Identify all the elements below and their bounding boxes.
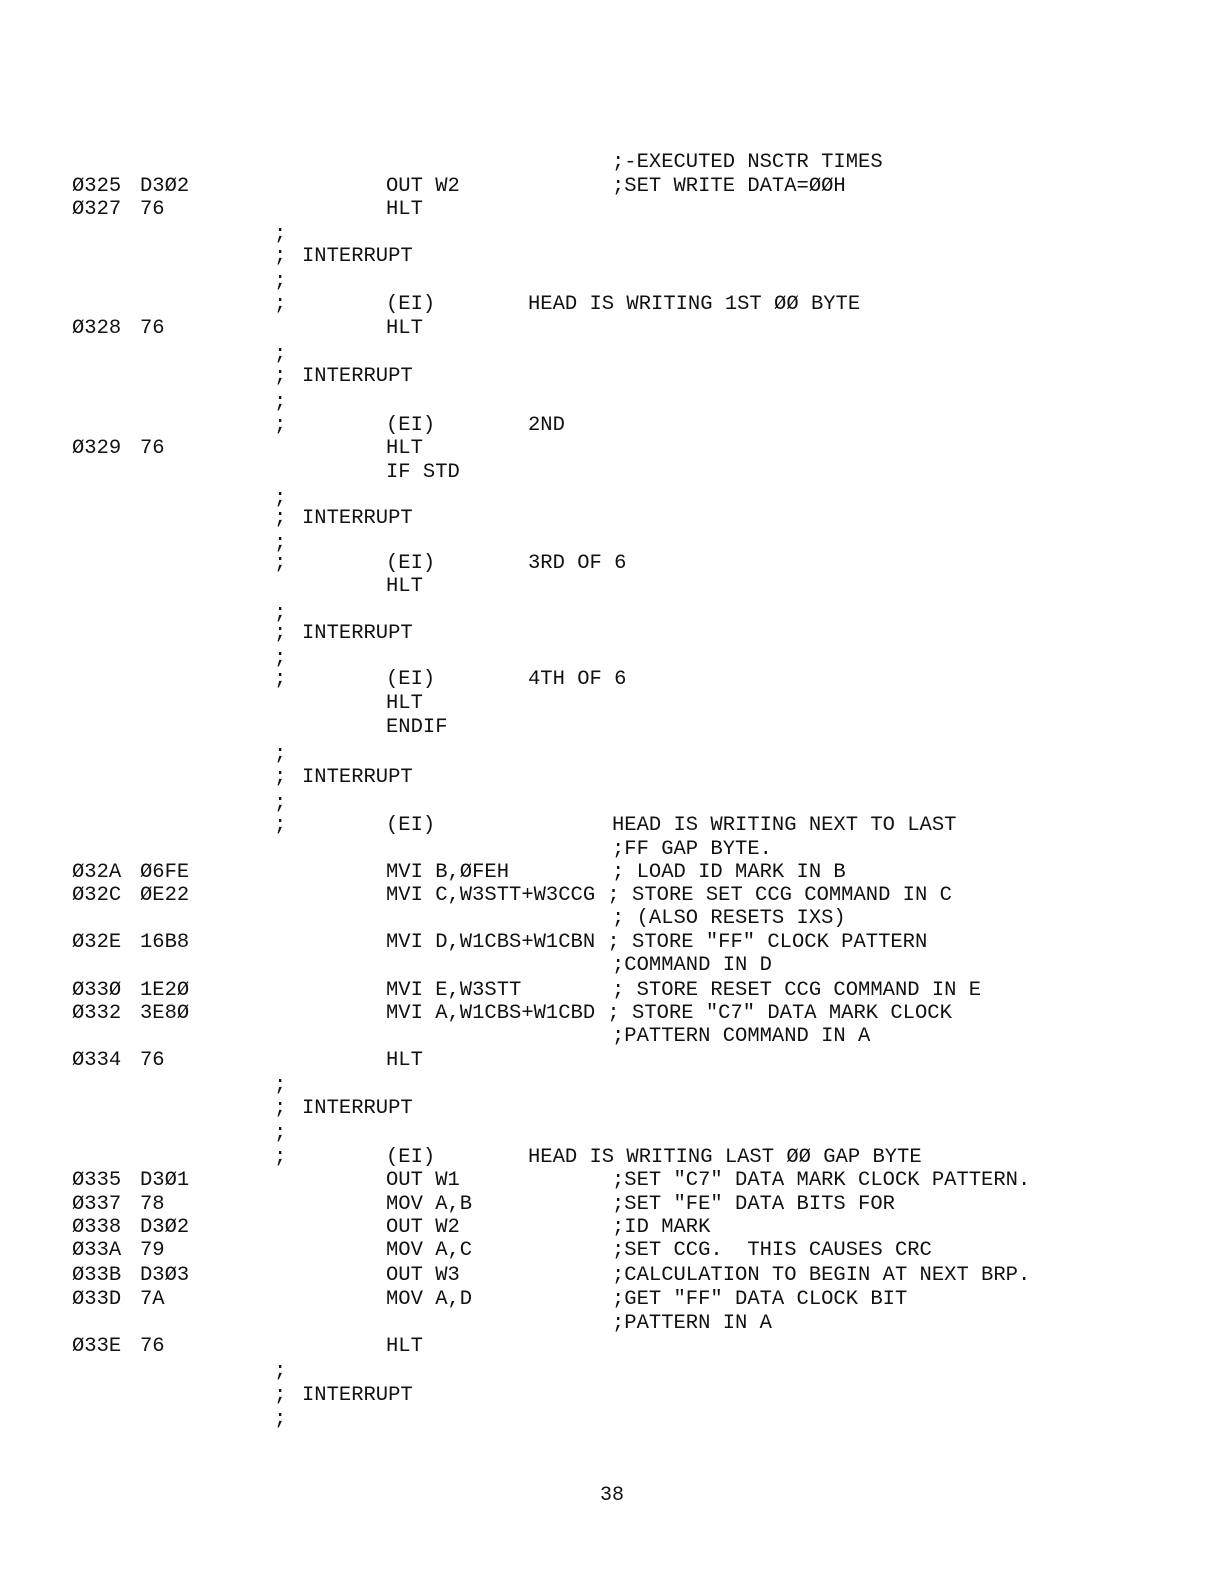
- listing-line: [0, 1335, 1224, 1358]
- listing-address: Ø328: [72, 317, 122, 340]
- listing-line: [0, 1074, 1224, 1097]
- comment-marker: ;: [274, 391, 287, 414]
- listing-line: [0, 766, 1224, 789]
- instruction: MVI B,ØFEH: [386, 861, 510, 884]
- object-code: 7A: [140, 1288, 165, 1311]
- instruction: MVI D,W1CBS+W1CBN ; STORE "FF" CLOCK PATTERN: [386, 931, 928, 954]
- listing-line: [0, 954, 1224, 977]
- comment-marker: ;: [274, 245, 287, 268]
- instruction: MOV A,B: [386, 1193, 473, 1216]
- listing-address: Ø334: [72, 1049, 122, 1072]
- listing-address: Ø33E: [72, 1335, 122, 1358]
- listing-line: [0, 293, 1224, 316]
- comment-marker: ;: [274, 414, 287, 437]
- listing-line: [0, 245, 1224, 268]
- listing-line: [0, 931, 1224, 954]
- comment-marker: ;: [274, 647, 287, 670]
- comment-marker: ;: [274, 365, 287, 388]
- object-code: 76: [140, 1335, 165, 1358]
- listing-line: [0, 1122, 1224, 1145]
- listing-line: [0, 175, 1224, 198]
- listing-line: [0, 1384, 1224, 1407]
- comment-marker: ;: [274, 622, 287, 645]
- object-code: ØE22: [140, 884, 190, 907]
- line-comment: ;PATTERN COMMAND IN A: [612, 1025, 871, 1048]
- listing-address: Ø335: [72, 1169, 122, 1192]
- line-comment: ;PATTERN IN A: [612, 1312, 772, 1335]
- line-comment: ;SET CCG. THIS CAUSES CRC: [612, 1239, 932, 1262]
- listing-line: [0, 437, 1224, 460]
- listing-line: [0, 365, 1224, 388]
- object-code: 79: [140, 1239, 165, 1262]
- line-comment: ;CALCULATION TO BEGIN AT NEXT BRP.: [612, 1264, 1031, 1287]
- listing-line: [0, 1146, 1224, 1169]
- comment-marker: ;: [274, 1074, 287, 1097]
- listing-address: Ø33D: [72, 1288, 122, 1311]
- listing-line: [0, 692, 1224, 715]
- instruction: OUT W2: [386, 1216, 460, 1239]
- listing-line: [0, 743, 1224, 766]
- comment-marker: ;: [274, 1408, 287, 1431]
- line-comment: 2ND: [528, 414, 565, 437]
- comment-marker: ;: [274, 766, 287, 789]
- listing-line: [0, 1288, 1224, 1311]
- interrupt-label: INTERRUPT: [302, 245, 413, 268]
- listing-line: [0, 622, 1224, 645]
- line-comment: ;FF GAP BYTE.: [612, 838, 772, 861]
- comment-marker: ;: [274, 1097, 287, 1120]
- comment-marker: ;: [274, 487, 287, 510]
- listing-line: [0, 814, 1224, 837]
- instruction: OUT W3: [386, 1264, 460, 1287]
- instruction: (EI): [386, 414, 436, 437]
- comment-marker: ;: [274, 343, 287, 366]
- listing-line: [0, 507, 1224, 530]
- instruction: MOV A,C: [386, 1239, 473, 1262]
- object-code: 76: [140, 1049, 165, 1072]
- listing-line: [0, 343, 1224, 366]
- comment-marker: ;: [274, 1360, 287, 1383]
- object-code: 16B8: [140, 931, 190, 954]
- instruction: HLT: [386, 692, 423, 715]
- listing-line: [0, 461, 1224, 484]
- instruction: MVI E,W3STT: [386, 979, 522, 1002]
- instruction: (EI): [386, 293, 436, 316]
- comment-marker: ;: [274, 507, 287, 530]
- instruction: MVI A,W1CBS+W1CBD ; STORE "C7" DATA MARK CLOCK: [386, 1002, 952, 1025]
- interrupt-label: INTERRUPT: [302, 1097, 413, 1120]
- object-code: D3Ø1: [140, 1169, 190, 1192]
- line-comment: ; (ALSO RESETS IXS): [612, 907, 846, 930]
- listing-address: Ø33A: [72, 1239, 122, 1262]
- line-comment: ;SET WRITE DATA=ØØH: [612, 175, 846, 198]
- object-code: 78: [140, 1193, 165, 1216]
- listing-line: [0, 1097, 1224, 1120]
- listing-line: [0, 907, 1224, 930]
- listing-line: [0, 552, 1224, 575]
- listing-line: [0, 414, 1224, 437]
- comment-marker: ;: [274, 792, 287, 815]
- instruction: ENDIF: [386, 716, 448, 739]
- object-code: 76: [140, 198, 165, 221]
- listing-address: Ø33B: [72, 1264, 122, 1287]
- listing-line: [0, 1002, 1224, 1025]
- instruction: HLT: [386, 198, 423, 221]
- listing-line: [0, 1193, 1224, 1216]
- interrupt-label: INTERRUPT: [302, 1384, 413, 1407]
- line-comment: ;SET "FE" DATA BITS FOR: [612, 1193, 895, 1216]
- listing-address: Ø327: [72, 198, 122, 221]
- instruction: HLT: [386, 575, 423, 598]
- listing-line: [0, 838, 1224, 861]
- line-comment: 4TH OF 6: [528, 668, 627, 691]
- listing-line: [0, 198, 1224, 221]
- listing-line: [0, 716, 1224, 739]
- listing-line: [0, 317, 1224, 340]
- object-code: 76: [140, 317, 165, 340]
- listing-line: [0, 1239, 1224, 1262]
- listing-line: [0, 151, 1224, 174]
- comment-marker: ;: [274, 814, 287, 837]
- listing-address: Ø33Ø: [72, 979, 122, 1002]
- comment-marker: ;: [274, 270, 287, 293]
- object-code: 1E2Ø: [140, 979, 190, 1002]
- line-comment: HEAD IS WRITING LAST ØØ GAP BYTE: [528, 1146, 922, 1169]
- instruction: HLT: [386, 1335, 423, 1358]
- line-comment: ; STORE RESET CCG COMMAND IN E: [612, 979, 982, 1002]
- page-number: 38: [599, 1484, 624, 1507]
- listing-line: [0, 1408, 1224, 1431]
- instruction: IF STD: [386, 461, 460, 484]
- instruction: OUT W1: [386, 1169, 460, 1192]
- listing-address: Ø32C: [72, 884, 122, 907]
- comment-marker: ;: [274, 223, 287, 246]
- listing-line: [0, 861, 1224, 884]
- listing-line: [0, 223, 1224, 246]
- line-comment: ;-EXECUTED NSCTR TIMES: [612, 151, 883, 174]
- line-comment: HEAD IS WRITING NEXT TO LAST: [612, 814, 957, 837]
- listing-line: [0, 668, 1224, 691]
- listing-line: [0, 1216, 1224, 1239]
- comment-marker: ;: [274, 532, 287, 555]
- listing-line: [0, 1264, 1224, 1287]
- listing-address: Ø325: [72, 175, 122, 198]
- listing-line: [0, 1049, 1224, 1072]
- listing-address: Ø332: [72, 1002, 122, 1025]
- instruction: HLT: [386, 1049, 423, 1072]
- comment-marker: ;: [274, 293, 287, 316]
- comment-marker: ;: [274, 1122, 287, 1145]
- line-comment: ;ID MARK: [612, 1216, 711, 1239]
- object-code: 76: [140, 437, 165, 460]
- listing-address: Ø32A: [72, 861, 122, 884]
- instruction: MOV A,D: [386, 1288, 473, 1311]
- listing-line: [0, 647, 1224, 670]
- line-comment: ;COMMAND IN D: [612, 954, 772, 977]
- listing-line: [0, 1360, 1224, 1383]
- listing-line: [0, 1169, 1224, 1192]
- listing-address: Ø329: [72, 437, 122, 460]
- line-comment: ;SET "C7" DATA MARK CLOCK PATTERN.: [612, 1169, 1031, 1192]
- object-code: D3Ø3: [140, 1264, 190, 1287]
- line-comment: 3RD OF 6: [528, 552, 627, 575]
- object-code: D3Ø2: [140, 1216, 190, 1239]
- comment-marker: ;: [274, 743, 287, 766]
- listing-line: [0, 1312, 1224, 1335]
- comment-marker: ;: [274, 602, 287, 625]
- listing-address: Ø32E: [72, 931, 122, 954]
- instruction: HLT: [386, 317, 423, 340]
- instruction: (EI): [386, 668, 436, 691]
- interrupt-label: INTERRUPT: [302, 622, 413, 645]
- instruction: (EI): [386, 552, 436, 575]
- instruction: HLT: [386, 437, 423, 460]
- listing-line: [0, 792, 1224, 815]
- interrupt-label: INTERRUPT: [302, 766, 413, 789]
- comment-marker: ;: [274, 1146, 287, 1169]
- line-comment: ; LOAD ID MARK IN B: [612, 861, 846, 884]
- object-code: 3E8Ø: [140, 1002, 190, 1025]
- instruction: MVI C,W3STT+W3CCG ; STORE SET CCG COMMAND IN C: [386, 884, 952, 907]
- listing-line: [0, 979, 1224, 1002]
- listing-line: [0, 1025, 1224, 1048]
- comment-marker: ;: [274, 552, 287, 575]
- instruction: (EI): [386, 1146, 436, 1169]
- comment-marker: ;: [274, 1384, 287, 1407]
- listing-address: Ø337: [72, 1193, 122, 1216]
- instruction: OUT W2: [386, 175, 460, 198]
- listing-line: [0, 391, 1224, 414]
- interrupt-label: INTERRUPT: [302, 365, 413, 388]
- instruction: (EI): [386, 814, 436, 837]
- listing-address: Ø338: [72, 1216, 122, 1239]
- listing-line: [0, 884, 1224, 907]
- object-code: D3Ø2: [140, 175, 190, 198]
- line-comment: HEAD IS WRITING 1ST ØØ BYTE: [528, 293, 861, 316]
- object-code: Ø6FE: [140, 861, 190, 884]
- comment-marker: ;: [274, 668, 287, 691]
- line-comment: ;GET "FF" DATA CLOCK BIT: [612, 1288, 908, 1311]
- interrupt-label: INTERRUPT: [302, 507, 413, 530]
- listing-line: [0, 270, 1224, 293]
- listing-line: [0, 575, 1224, 598]
